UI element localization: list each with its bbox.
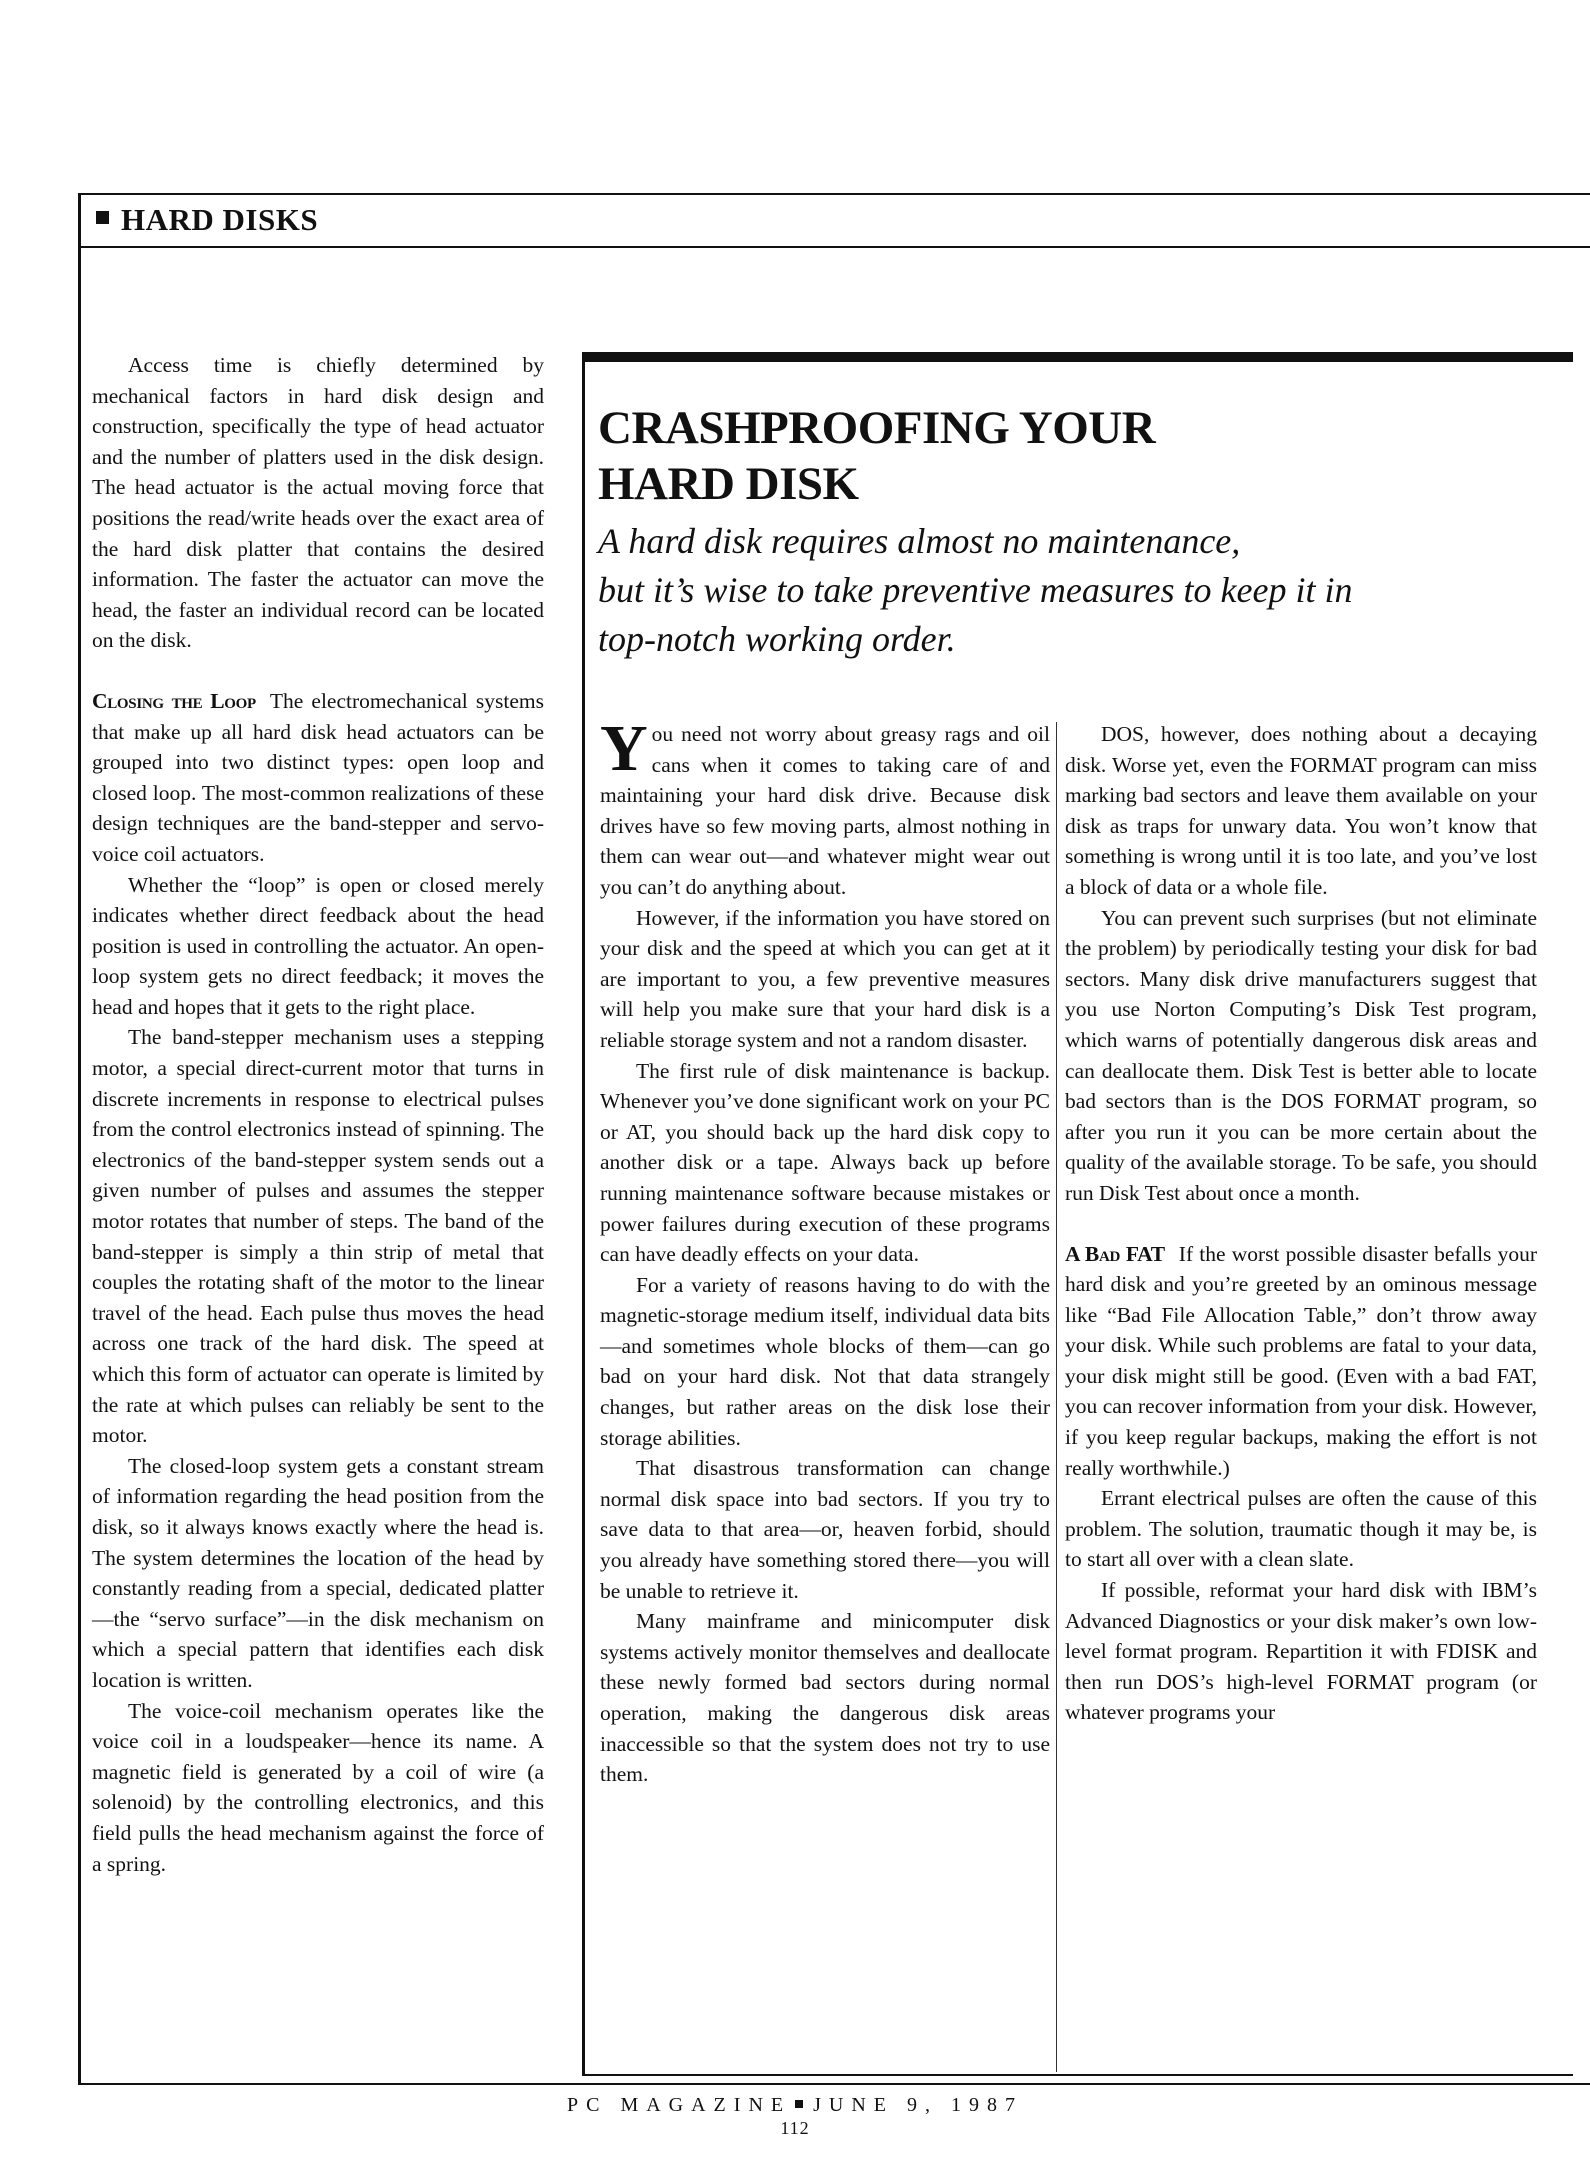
paragraph: You can prevent such surprises (but not eliminate the problem) by periodically testing your disk for bad sectors. Many disk drive manufacturers suggest that you use Norton Computing’s Disk Test program, which warns of potentially dangerous disk areas and can deallocate them. Disk Test is better able to locate bad sectors than is the DOS FORMAT program, so after you run it you can be more certain about the quality of the available storage. To be safe, you should run Disk Test about once a month. [1065, 905, 1537, 1205]
sidebar-middle-column [600, 712, 1050, 1790]
sidebar-deck-line: A hard disk requires almost no maintenance, [598, 521, 1241, 561]
paragraph-text: If the worst possible disaster befalls your hard disk and you’re greeted by an ominous message like “Bad File Allocation Table,” don’t throw away your disk. While such problems are fatal to your data, your disk might still be good. (Even with a bad FAT, you can recover information from your disk. However, if you keep regular backups, making the effort is not really worthwhile.) [1065, 1241, 1537, 1480]
paragraph: Access time is chiefly determined by mechanical factors in hard disk design and construction, specifically the type of head actuator and the number of platters used in the disk design. The head actuator is the actual moving force that positions the read/write heads over the exact area of the hard disk platter that contains the desired information. The faster the actuator can move the head, the faster an individual record can be located on the disk. [92, 353, 544, 653]
paragraph: The first rule of disk maintenance is backup. Whenever you’ve done significant work on your PC or AT, you should back up the hard disk copy to another disk or a tape. Always back up before running maintenance software because mistakes or power failures during execution of these programs can have deadly effects on your data. [600, 1058, 1050, 1267]
page-footer [0, 2092, 1590, 2118]
header-rule [78, 246, 1590, 248]
subhead-a-bad-fat: A Bad FAT [1065, 1241, 1165, 1266]
page-number: 112 [780, 2118, 810, 2138]
paragraph: Errant electrical pulses are often the cause of this problem. The solution, traumatic though it may be, is to start all over with a clean slate. [1065, 1486, 1537, 1572]
paragraph: The closed-loop system gets a constant stream of information regarding the head position from the disk, so it always knows exactly where the head is. The system determines the location of the head by constantly reading from a special, dedicated platter—the “servo surface”—in the disk mechanism on which a special pattern that identifies each disk location is written. [92, 1453, 544, 1692]
sidebar-deck-line: top-notch working order. [598, 619, 956, 659]
paragraph: If possible, reformat your hard disk with IBM’s Advanced Diagnostics or your disk maker’s own low-level format program. Repartition it with FDISK and then run DOS’s high-level FORMAT program (or whatever programs your [1065, 1578, 1537, 1725]
sidebar-title-line: HARD DISK [598, 458, 859, 510]
paragraph: Many mainframe and minicomputer disk systems actively monitor themselves and deallocate these newly formed bad sectors during normal operation, making the dangerous disk areas inaccessible so that the system does not try to use them. [600, 1609, 1050, 1787]
sidebar-deck-line: but it’s wise to take preventive measures to keep it in [598, 570, 1353, 610]
paragraph-text: The electromechanical systems that make up all hard disk head actuators can be grouped into two distinct types: open loop and closed loop. The most-common realizations of these design techniques are the band-stepper and servo-voice coil actuators. [92, 688, 544, 866]
bottom-rule [78, 2083, 1590, 2085]
paragraph: The band-stepper mechanism uses a stepping motor, a special direct-current motor that turns in discrete increments in response to electrical pulses from the control electronics instead of spinning. The electronics of the band-stepper system sends out a given number of pulses and assumes the stepper motor rotates that number of steps. The band of the band-stepper is simply a thin strip of metal that couples the rotating shaft of the motor to the linear travel of the head. Each pulse thus moves the head across one track of the hard disk. The speed at which this form of actuator can operate is limited by the rate at which pulses can reliably be sent to the motor. [92, 1025, 544, 1448]
sidebar-right-column [1065, 719, 1537, 1728]
header-rule [78, 193, 1590, 195]
paragraph: DOS, however, does nothing about a decaying disk. Worse yet, even the FORMAT program can miss marking bad sectors and leave them available on your disk as traps for unwary data. You won’t know that something is wrong until it is too late, and you’ve lost a block of data or a whole file. [1065, 722, 1537, 899]
paragraph: Whether the “loop” is open or closed merely indicates whether direct feedback about the head position is used in controlling the actuator. An open-loop system gets no direct feedback; it moves the head and hopes that it gets to the right place. [92, 872, 544, 1019]
sidebar-title [598, 400, 1498, 512]
column-divider [1056, 722, 1057, 2072]
sidebar-box [582, 352, 1573, 2076]
sidebar-top-rule [585, 352, 1573, 362]
left-article-column [92, 350, 544, 1879]
footer-date: JUNE 9, 1987 [813, 2094, 1023, 2116]
paragraph: That disastrous transformation can change normal disk space into bad sectors. If you try to save data to that area—or, heaven forbid, should you already have something stored there—you will be unable to retrieve it. [600, 1456, 1050, 1603]
sidebar-deck [598, 517, 1478, 664]
bullet-icon [96, 211, 109, 224]
paragraph [1065, 1239, 1537, 1484]
paragraph-text: ou need not worry about greasy rags and oil cans when it comes to taking care of and maintaining your hard disk drive. Because disk drives have so few moving parts, almost nothing in them can wear out—and whatever might wear out you can’t do anything about. [600, 722, 1050, 899]
footer-publication: PC MAGAZINE [566, 2094, 792, 2116]
subhead-closing-the-loop: Closing the Loop [92, 688, 256, 713]
paragraph [92, 686, 544, 870]
drop-cap: Y [600, 712, 648, 785]
paragraph [600, 712, 1050, 903]
paragraph: For a variety of reasons having to do with the magnetic-storage medium itself, individual data bits—and sometimes whole blocks of them—can go bad on your hard disk. Not that data strangely changes, but rather areas on the disk lose their storage abilities. [600, 1272, 1050, 1450]
footer-separator-icon [795, 2100, 803, 2108]
paragraph: However, if the information you have stored on your disk and the speed at which you can get at it are important to you, a few preventive measures will help you make sure that your hard disk is a reliable storage system and not a random disaster. [600, 905, 1050, 1052]
sidebar-title-line: CRASHPROOFING YOUR [598, 402, 1156, 454]
paragraph: The voice-coil mechanism operates like the voice coil in a loudspeaker—hence its name. A magnetic field is generated by a coil of wire (a solenoid) by the controlling electronics, and this field pulls the head mechanism against the force of a spring. [92, 1698, 544, 1876]
section-header-label: HARD DISKS [121, 202, 319, 237]
section-header [96, 200, 318, 240]
